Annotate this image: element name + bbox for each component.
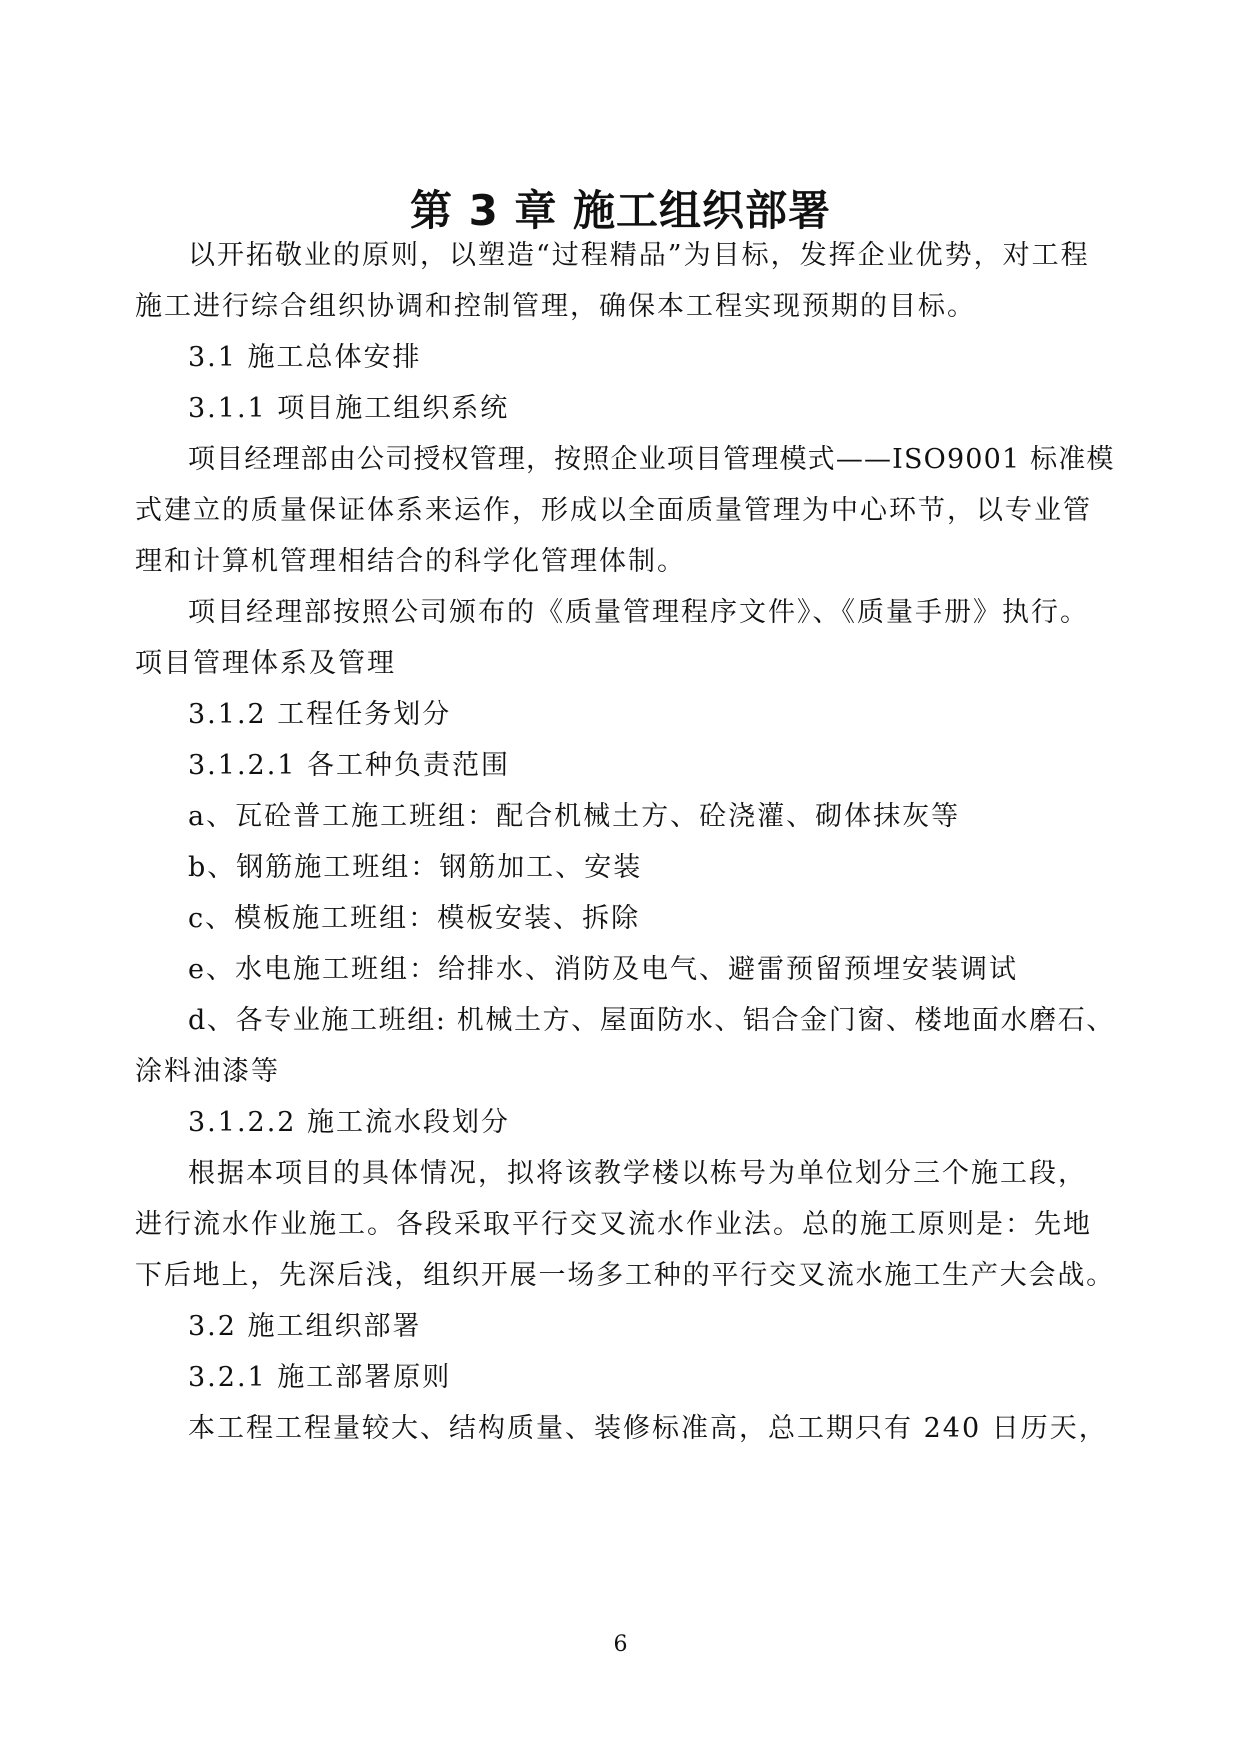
list-item: 涂料油漆等 xyxy=(135,1056,280,1087)
section-heading: 3.2.1 施工部署原则 xyxy=(188,1362,452,1393)
list-item: d、各专业施工班组: 机械土方、屋面防水、铝合金门窗、楼地面水磨石、 xyxy=(188,1005,1115,1036)
body-line: 项目经理部按照公司颁布的《质量管理程序文件》、《质量手册》执行。 xyxy=(188,597,1089,628)
section-heading: 3.1.1 项目施工组织系统 xyxy=(188,393,510,424)
list-item: b、钢筋施工班组：钢筋加工、安装 xyxy=(188,852,643,883)
body-line: 根据本项目的具体情况，拟将该教学楼以栋号为单位划分三个施工段， xyxy=(188,1158,1087,1189)
page-number: 6 xyxy=(613,1632,628,1657)
body-line: 式建立的质量保证体系来运作，形成以全面质量管理为中心环节，以专业管 xyxy=(135,495,1092,526)
list-item: a、瓦砼普工施工班组：配合机械土方、砼浇灌、砌体抹灰等 xyxy=(188,801,961,832)
body-line: 本工程工程量较大、结构质量、装修标准高，总工期只有 240 日历天， xyxy=(188,1413,1108,1444)
section-heading: 3.1.2.1 各工种负责范围 xyxy=(188,750,511,781)
body-line: 理和计算机管理相结合的科学化管理体制。 xyxy=(135,546,686,577)
body-line: 施工进行综合组织协调和控制管理，确保本工程实现预期的目标。 xyxy=(135,291,976,322)
section-heading: 3.1 施工总体安排 xyxy=(188,342,422,373)
body-line: 以开拓敬业的原则，以塑造“过程精品”为目标，发挥企业优势，对工程 xyxy=(188,240,1090,271)
list-item: e、水电施工班组：给排水、消防及电气、避雷预留预埋安装调试 xyxy=(188,954,1018,985)
body-line: 下后地上，先深后浅，组织开展一场多工种的平行交叉流水施工生产大会战。 xyxy=(135,1260,1115,1291)
section-heading: 3.1.2.2 施工流水段划分 xyxy=(188,1107,511,1138)
section-heading: 3.1.2 工程任务划分 xyxy=(188,699,452,730)
chapter-title: 第 3 章 施工组织部署 xyxy=(409,186,832,235)
section-heading: 3.2 施工组织部署 xyxy=(188,1311,422,1342)
body-line: 项目管理体系及管理 xyxy=(135,648,396,679)
body-line: 进行流水作业施工。各段采取平行交叉流水作业法。总的施工原则是：先地 xyxy=(135,1209,1092,1240)
body-line: 项目经理部由公司授权管理，按照企业项目管理模式——ISO9001 标准模 xyxy=(188,444,1115,475)
list-item: c、模板施工班组：模板安装、拆除 xyxy=(188,903,641,934)
